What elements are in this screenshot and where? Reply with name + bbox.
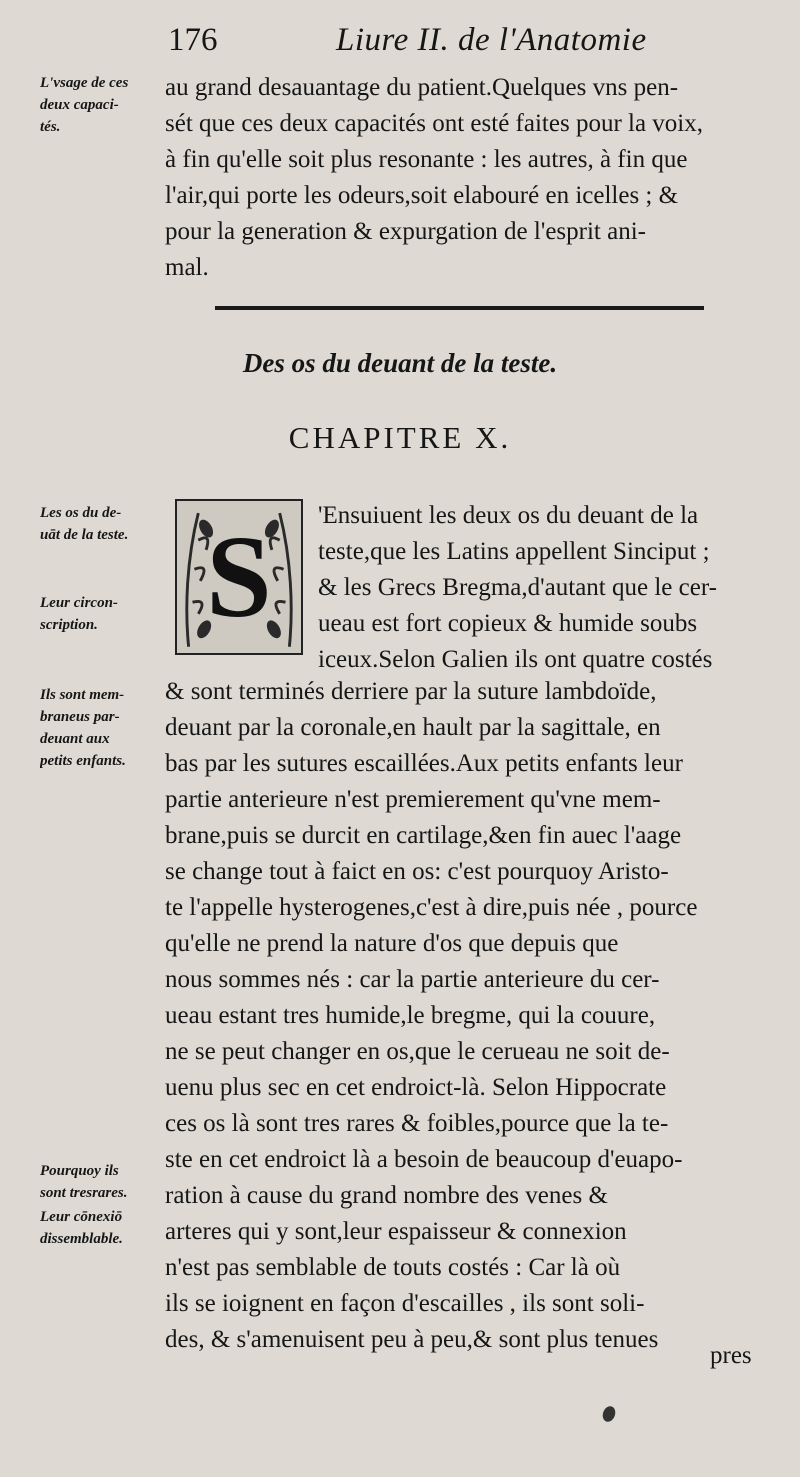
text-line: ste en cet endroict là a besoin de beaucoup d'euapo- [165,1146,683,1173]
text-line: se change tout à faict en os: c'est pourquoy Aristo- [165,858,669,885]
capital-lines [318,498,768,678]
text-line: ils se ioignent en façon d'escailles , ils sont soli- [165,1290,645,1317]
sidenote-line: Ils sont mem- [40,687,125,703]
sidenote-line: Pourquoy ils [40,1163,119,1179]
sidenote-front-bones [40,502,165,546]
text-line: teste,que les Latins appellent Sinciput ; [318,538,710,565]
drop-cap [175,499,303,655]
text-line: à fin qu'elle soit plus resonante : les autres, à fin que [165,146,688,173]
text-line: deuant par la coronale,en hault par la sagittale, en [165,714,661,741]
sidenote-usage [40,72,165,138]
sidenote-why-rare [40,1160,165,1204]
text-line: pour la generation & expurgation de l'esprit ani- [165,218,646,245]
sidenote-line: L'vsage de ces [40,75,129,91]
sidenote-connexion [40,1206,165,1250]
text-line: brane,puis se durcit en cartilage,&en fin auec l'aage [165,822,682,849]
text-line: qu'elle ne prend la nature d'os que depuis que [165,930,619,957]
text-line: iceux.Selon Galien ils ont quatre costés [318,646,713,673]
text-line: & sont terminés derriere par la suture lambdoïde, [165,678,657,705]
sidenote-line: scription. [40,617,98,633]
text-line: uenu plus sec en cet endroict-là. Selon Hippocrate [165,1074,667,1101]
section-title: Des os du deuant de la teste. [242,348,558,378]
sidenote-line: sont tresrares. [40,1185,128,1201]
sidenote-line: dissemblable. [40,1231,123,1247]
text-line: ueau est fort copieux & humide soubs [318,610,698,637]
text-line: au grand desauantage du patient.Quelques vns pen- [165,74,679,101]
sidenote-line: deuant aux [40,731,110,747]
sidenote-line: deux capaci- [40,97,119,113]
text-line: mal. [165,254,209,281]
text-line: te l'appelle hysterogenes,c'est à dire,puis née , pource [165,894,698,921]
text-line: arteres qui y sont,leur espaisseur & connexion [165,1218,627,1245]
chapter-title: CHAPITRE X. [288,420,512,455]
sidenote-circumscription [40,592,165,636]
sidenote-line: Leur cōnexiō [40,1209,123,1225]
text-line: ces os là sont tres rares & foibles,pource que la te- [165,1110,669,1137]
text-line: sét que ces deux capacités ont esté faites pour la voix, [165,110,704,137]
sidenote-line: Les os du de- [40,505,122,521]
drop-cap-letter: S [206,511,272,642]
top-paragraph [165,70,768,286]
sidenote-line: Leur circon- [40,595,118,611]
running-title: Liure II. de l'Anatomie [336,22,647,58]
text-line: ne se peut changer en os,que le cerueau ne soit de- [165,1038,670,1065]
section-divider [215,306,704,310]
text-line: bas par les sutures escaillées.Aux petits enfants leur [165,750,683,777]
sidenote-line: petits enfants. [40,753,126,769]
chapter-body [165,674,768,1358]
text-line: 'Ensuiuent les deux os du deuant de la [318,502,699,529]
text-line: partie anterieure n'est premierement qu'vne mem- [165,786,661,813]
text-line: ration à cause du grand nombre des venes & [165,1182,608,1209]
running-header [168,14,708,68]
sidenote-line: uāt de la teste. [40,527,129,543]
sidenote-line: tés. [40,119,61,135]
text-line: des, & s'amenuisent peu à peu,& sont plus tenues [165,1326,659,1353]
catchword: pres [710,1342,752,1369]
text-line: & les Grecs Bregma,d'autant que le cer- [318,574,717,601]
page-number: 176 [168,22,218,58]
text-line: n'est pas semblable de touts costés : Car là où [165,1254,621,1281]
text-line: nous sommes nés : car la partie anterieure du cer- [165,966,660,993]
text-line: l'air,qui porte les odeurs,soit elabouré en icelles ; & [165,182,679,209]
ink-blot [601,1404,618,1423]
text-line: ueau estant tres humide,le bregme, qui la couure, [165,1002,656,1029]
sidenote-membranous [40,684,165,772]
sidenote-line: braneus par- [40,709,120,725]
